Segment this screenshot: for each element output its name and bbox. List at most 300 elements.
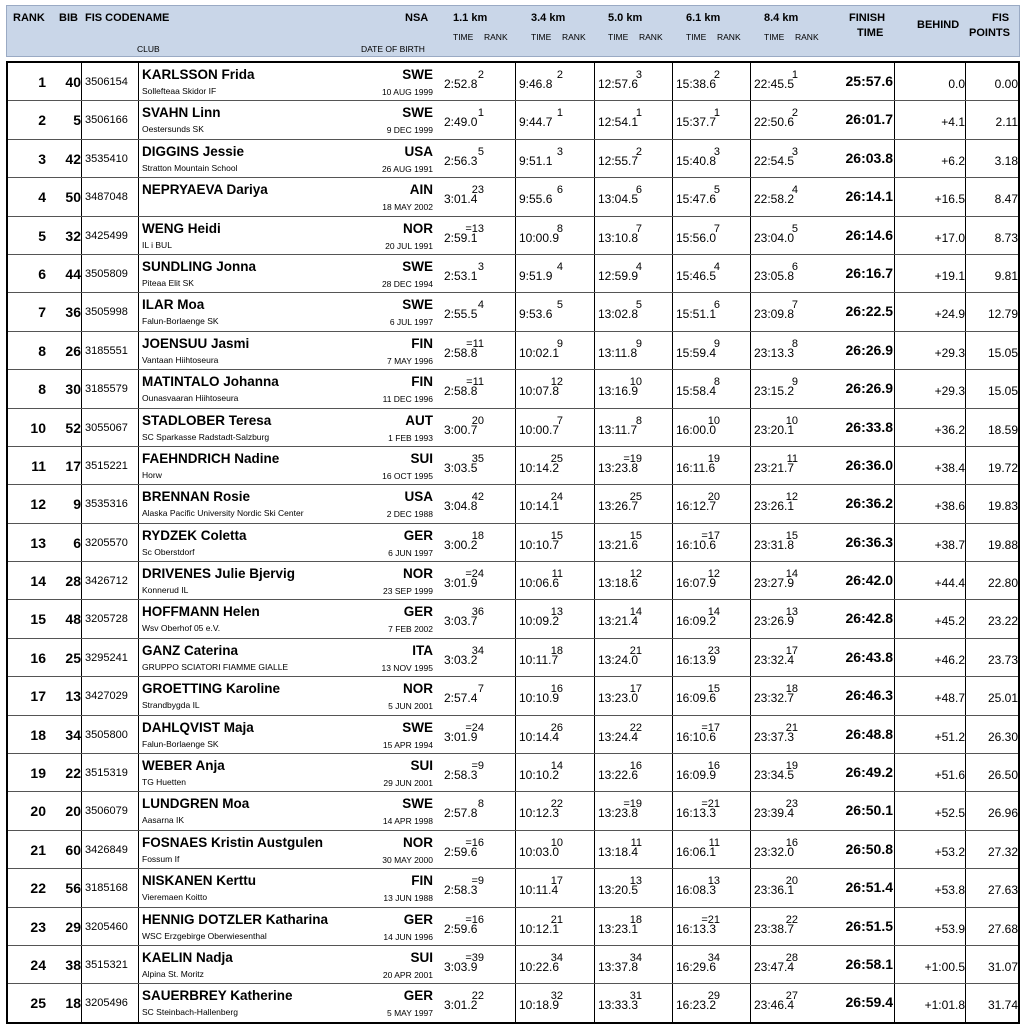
- split-rank: 3: [556, 145, 563, 158]
- fis-points-cell: 27.68: [987, 921, 1018, 936]
- split-time: 13:11.7: [598, 422, 638, 437]
- split-time: 23:26.9: [754, 614, 795, 629]
- nsa-cell: GER: [403, 604, 433, 620]
- athlete-club: Falun-Borlaenge SK: [142, 738, 219, 749]
- column-divider: [81, 293, 82, 330]
- bib-cell: 44: [65, 265, 81, 282]
- finish-time: 26:33.8: [845, 418, 893, 435]
- split-time: 3:03.9: [444, 959, 478, 974]
- split-rank: =16: [465, 836, 484, 849]
- rank-cell: 21: [30, 841, 46, 858]
- column-divider: [672, 217, 673, 254]
- split-rank: 7: [635, 222, 642, 235]
- date-of-birth: 30 MAY 2000: [382, 854, 433, 865]
- column-divider: [81, 908, 82, 945]
- column-divider: [750, 984, 751, 1021]
- split-rank: 21: [629, 644, 642, 657]
- split-rank: 34: [629, 951, 642, 964]
- column-divider: [515, 485, 516, 522]
- split-rank: 7: [556, 414, 563, 427]
- athlete-name: LUNDGREN Moa: [142, 796, 250, 812]
- split-time: 10:10.9: [519, 691, 560, 706]
- athlete-club: Wsv Oberhof 05 e.V.: [142, 623, 221, 634]
- column-divider: [672, 370, 673, 407]
- bib-cell: 60: [65, 841, 81, 858]
- rank-cell: 15: [30, 611, 46, 628]
- athlete-club: Aasarna IK: [142, 815, 185, 826]
- column-divider: [515, 792, 516, 829]
- header-rank: RANK: [13, 12, 45, 24]
- athlete-name: SAUERBREY Katherine: [142, 988, 293, 1004]
- column-divider: [81, 217, 82, 254]
- header-split-1-time: TIME: [453, 32, 474, 42]
- split-time: 23:46.4: [754, 998, 795, 1013]
- column-divider: [894, 140, 895, 177]
- column-divider: [672, 562, 673, 599]
- fis-points-cell: 3.18: [994, 153, 1018, 168]
- split-rank: 7: [477, 683, 484, 696]
- column-divider: [965, 562, 966, 599]
- finish-time: 26:50.1: [845, 802, 893, 819]
- split-rank: 17: [785, 644, 798, 657]
- fis-code-cell: 3515321: [85, 958, 128, 971]
- table-row: [8, 217, 1018, 255]
- split-rank: 18: [785, 683, 798, 696]
- split-time: 3:00.7: [444, 422, 478, 437]
- split-time: 2:59.6: [444, 844, 478, 859]
- athlete-name: HOFFMANN Helen: [142, 604, 260, 620]
- split-rank: 6: [635, 184, 642, 197]
- fis-points-cell: 27.32: [987, 844, 1018, 859]
- table-row: [8, 409, 1018, 447]
- split-rank: 21: [550, 913, 563, 926]
- rank-cell: 24: [30, 956, 46, 973]
- nsa-cell: NOR: [403, 834, 433, 850]
- column-divider: [965, 677, 966, 714]
- split-time: 16:09.6: [676, 691, 717, 706]
- table-row: [8, 370, 1018, 408]
- column-divider: [515, 562, 516, 599]
- split-rank: 10: [550, 836, 563, 849]
- rank-cell: 23: [30, 918, 46, 935]
- split-time: 16:29.6: [676, 959, 717, 974]
- header-fis-code: FIS CODE: [85, 12, 137, 24]
- column-divider: [81, 255, 82, 292]
- date-of-birth: 20 JUL 1991: [385, 240, 433, 251]
- finish-time: 25:57.6: [845, 73, 893, 89]
- split-rank: 6: [713, 299, 720, 312]
- split-time: 23:32.7: [754, 691, 795, 706]
- column-divider: [138, 409, 139, 446]
- column-divider: [515, 869, 516, 906]
- date-of-birth: 20 APR 2001: [382, 969, 433, 980]
- fis-points-cell: 15.05: [987, 345, 1018, 360]
- split-rank: 14: [550, 760, 563, 773]
- split-rank: =24: [465, 721, 484, 734]
- athlete-name: STADLOBER Teresa: [142, 412, 272, 428]
- athlete-club: Horw: [142, 469, 162, 480]
- behind-cell: +19.1: [934, 268, 965, 283]
- column-divider: [965, 370, 966, 407]
- header-split-4: 6.1 km: [686, 12, 721, 24]
- split-time: 13:18.6: [598, 576, 639, 591]
- table-row: [8, 639, 1018, 677]
- column-divider: [672, 831, 673, 868]
- athlete-club: SC Sparkasse Radstadt-Salzburg: [142, 431, 270, 442]
- bib-cell: 52: [65, 419, 81, 436]
- split-rank: 15: [707, 683, 720, 696]
- column-divider: [894, 869, 895, 906]
- behind-cell: +16.5: [934, 192, 965, 207]
- header-split-1: 1.1 km: [453, 12, 488, 24]
- split-rank: =21: [701, 798, 720, 811]
- split-time: 13:24.0: [598, 652, 639, 667]
- split-time: 23:31.8: [754, 537, 795, 552]
- split-time: 12:55.7: [598, 153, 639, 168]
- athlete-name: MATINTALO Johanna: [142, 374, 279, 390]
- column-divider: [515, 63, 516, 100]
- split-rank: 35: [471, 452, 484, 465]
- split-time: 3:01.4: [444, 192, 478, 207]
- bib-cell: 6: [73, 534, 81, 551]
- table-row: [8, 792, 1018, 830]
- nsa-cell: SWE: [402, 258, 433, 274]
- fis-code-cell: 3535410: [85, 152, 128, 165]
- nsa-cell: FIN: [411, 873, 433, 889]
- split-rank: 11: [551, 568, 563, 581]
- column-divider: [750, 716, 751, 753]
- split-time: 10:14.4: [519, 729, 560, 744]
- split-rank: =9: [471, 875, 484, 888]
- rank-cell: 5: [38, 227, 46, 244]
- nsa-cell: AUT: [405, 412, 433, 428]
- table-row: [8, 600, 1018, 638]
- column-divider: [138, 562, 139, 599]
- column-divider: [515, 101, 516, 138]
- finish-time: 26:59.4: [845, 994, 893, 1011]
- column-divider: [965, 101, 966, 138]
- split-time: 23:39.4: [754, 806, 795, 821]
- split-rank: 11: [630, 836, 642, 849]
- athlete-name: SVAHN Linn: [142, 105, 221, 121]
- column-divider: [515, 946, 516, 983]
- column-divider: [894, 754, 895, 791]
- split-rank: 4: [713, 260, 720, 273]
- column-divider: [965, 332, 966, 369]
- column-divider: [750, 754, 751, 791]
- split-time: 15:47.6: [676, 192, 717, 207]
- header-finish-time: TIME: [857, 27, 884, 39]
- header-points: POINTS: [969, 27, 1010, 39]
- split-rank: 11: [708, 836, 720, 849]
- split-time: 16:11.6: [676, 460, 716, 475]
- finish-time: 26:48.8: [845, 725, 893, 742]
- fis-code-cell: 3185579: [85, 383, 128, 396]
- split-rank: =17: [701, 529, 720, 542]
- date-of-birth: 2 DEC 1988: [386, 509, 433, 520]
- column-divider: [672, 524, 673, 561]
- finish-time: 26:26.9: [845, 341, 893, 358]
- column-divider: [894, 946, 895, 983]
- nsa-cell: SWE: [402, 719, 433, 735]
- athlete-name: HENNIG DOTZLER Katharina: [142, 911, 329, 927]
- split-time: 13:04.5: [598, 192, 639, 207]
- split-rank: 25: [629, 491, 642, 504]
- column-divider: [894, 217, 895, 254]
- split-rank: 4: [635, 260, 642, 273]
- finish-time: 26:36.0: [845, 456, 893, 473]
- column-divider: [81, 984, 82, 1021]
- split-rank: 1: [713, 107, 720, 120]
- rank-cell: 10: [30, 419, 46, 436]
- column-divider: [515, 677, 516, 714]
- column-divider: [894, 447, 895, 484]
- header-dob: DATE OF BIRTH: [361, 44, 425, 54]
- column-divider: [81, 409, 82, 446]
- rank-cell: 8: [38, 381, 46, 398]
- fis-points-cell: 18.59: [987, 422, 1018, 437]
- split-time: 13:21.4: [598, 614, 639, 629]
- athlete-club: Vantaan Hiihtoseura: [142, 354, 219, 365]
- split-rank: 22: [550, 798, 563, 811]
- header-split-2-time: TIME: [531, 32, 552, 42]
- date-of-birth: 16 OCT 1995: [382, 470, 433, 481]
- split-time: 23:32.4: [754, 652, 795, 667]
- split-rank: 2: [556, 69, 563, 81]
- split-time: 10:03.0: [519, 844, 560, 859]
- table-row: [8, 293, 1018, 331]
- split-time: 13:20.5: [598, 883, 639, 898]
- column-divider: [750, 792, 751, 829]
- split-time: 12:54.1: [598, 115, 639, 130]
- athlete-name: FAEHNDRICH Nadine: [142, 450, 280, 466]
- table-row: [8, 524, 1018, 562]
- column-divider: [515, 754, 516, 791]
- fis-code-cell: 3515221: [85, 459, 128, 472]
- date-of-birth: 14 APR 1998: [382, 816, 433, 827]
- split-rank: 34: [471, 644, 484, 657]
- split-time: 16:10.6: [676, 729, 717, 744]
- column-divider: [894, 639, 895, 676]
- split-rank: 13: [707, 875, 720, 888]
- nsa-cell: SUI: [410, 949, 433, 965]
- behind-cell: +36.2: [934, 422, 965, 437]
- column-divider: [594, 831, 595, 868]
- athlete-club: Piteaa Elit SK: [142, 277, 194, 288]
- split-time: 22:54.5: [754, 153, 795, 168]
- table-row: [8, 677, 1018, 715]
- split-rank: 32: [550, 990, 563, 1003]
- date-of-birth: 13 JUN 1988: [383, 893, 433, 904]
- split-time: 2:53.1: [444, 268, 478, 283]
- column-divider: [672, 754, 673, 791]
- column-divider: [594, 447, 595, 484]
- split-time: 13:11.8: [598, 345, 638, 360]
- split-time: 3:01.2: [444, 998, 478, 1013]
- column-divider: [672, 869, 673, 906]
- column-divider: [515, 217, 516, 254]
- date-of-birth: 7 MAY 1996: [387, 355, 433, 366]
- athlete-club: Falun-Borlaenge SK: [142, 316, 219, 327]
- column-divider: [594, 792, 595, 829]
- nsa-cell: GER: [403, 527, 433, 543]
- header-split-4-rank: RANK: [717, 32, 741, 42]
- fis-code-cell: 3185168: [85, 882, 128, 895]
- split-rank: 7: [713, 222, 720, 235]
- date-of-birth: 13 NOV 1995: [381, 662, 433, 673]
- split-rank: 10: [707, 414, 720, 427]
- athlete-name: ILAR Moa: [142, 297, 205, 313]
- split-rank: 19: [785, 760, 798, 773]
- column-divider: [750, 485, 751, 522]
- column-divider: [594, 485, 595, 522]
- behind-cell: +29.3: [934, 345, 965, 360]
- split-time: 13:26.7: [598, 499, 639, 514]
- split-time: 22:45.5: [754, 77, 795, 91]
- split-rank: 17: [629, 683, 642, 696]
- rank-cell: 19: [30, 765, 46, 782]
- split-rank: 14: [785, 568, 798, 581]
- athlete-name: WEBER Anja: [142, 758, 225, 774]
- column-divider: [965, 140, 966, 177]
- column-divider: [594, 217, 595, 254]
- column-divider: [672, 984, 673, 1021]
- column-divider: [894, 293, 895, 330]
- column-divider: [515, 293, 516, 330]
- date-of-birth: 11 DEC 1996: [382, 394, 433, 405]
- nsa-cell: SWE: [402, 67, 433, 82]
- split-time: 23:34.5: [754, 768, 795, 783]
- split-rank: 20: [707, 491, 720, 504]
- athlete-club: Konnerud IL: [142, 585, 189, 596]
- split-rank: 2: [791, 107, 798, 120]
- behind-cell: +17.0: [934, 230, 965, 245]
- split-time: 16:13.3: [676, 806, 717, 821]
- column-divider: [138, 485, 139, 522]
- column-divider: [594, 255, 595, 292]
- athlete-name: BRENNAN Rosie: [142, 489, 251, 505]
- split-rank: 25: [550, 452, 563, 465]
- column-divider: [81, 485, 82, 522]
- header-bib: BIB: [59, 12, 78, 24]
- column-divider: [965, 293, 966, 330]
- split-rank: 13: [629, 875, 642, 888]
- header-behind: BEHIND: [917, 19, 960, 31]
- nsa-cell: SWE: [402, 297, 433, 313]
- rank-cell: 13: [30, 534, 46, 551]
- column-divider: [894, 255, 895, 292]
- header-split-5-time: TIME: [764, 32, 785, 42]
- column-divider: [672, 63, 673, 100]
- split-time: 3:04.8: [444, 499, 478, 514]
- finish-time: 26:50.8: [845, 840, 893, 857]
- bib-cell: 18: [65, 995, 81, 1012]
- split-rank: 34: [707, 951, 720, 964]
- split-time: 10:11.7: [519, 652, 559, 667]
- header-name: NAME: [137, 12, 170, 24]
- behind-cell: +45.2: [934, 614, 965, 629]
- column-divider: [965, 447, 966, 484]
- column-divider: [81, 792, 82, 829]
- column-divider: [894, 524, 895, 561]
- split-time: 2:58.8: [444, 345, 478, 360]
- fis-code-cell: 3055067: [85, 421, 128, 434]
- split-rank: 22: [629, 721, 642, 734]
- fis-points-cell: 26.50: [987, 768, 1018, 783]
- split-time: 10:10.2: [519, 768, 560, 783]
- table-row: [8, 831, 1018, 869]
- nsa-cell: USA: [404, 143, 433, 159]
- header-split-3-time: TIME: [608, 32, 629, 42]
- column-divider: [138, 831, 139, 868]
- split-rank: 6: [556, 184, 563, 197]
- athlete-club: Alaska Pacific University Nordic Ski Center: [142, 508, 304, 519]
- column-divider: [81, 524, 82, 561]
- split-time: 23:26.1: [754, 499, 795, 514]
- athlete-name: JOENSUU Jasmi: [142, 335, 250, 351]
- table-row: [8, 63, 1018, 101]
- split-time: 15:40.8: [676, 153, 717, 168]
- column-divider: [965, 831, 966, 868]
- split-time: 2:55.5: [444, 307, 478, 322]
- behind-cell: +53.8: [934, 883, 965, 898]
- split-time: 16:07.9: [676, 576, 717, 591]
- column-divider: [515, 716, 516, 753]
- bib-cell: 5: [73, 112, 81, 129]
- athlete-club: Fossum If: [142, 853, 180, 864]
- athlete-club: Oestersunds SK: [142, 124, 204, 135]
- column-divider: [515, 600, 516, 637]
- column-divider: [894, 562, 895, 599]
- split-rank: 24: [550, 491, 563, 504]
- column-divider: [894, 716, 895, 753]
- behind-cell: +6.2: [941, 153, 965, 168]
- rank-cell: 14: [30, 573, 46, 590]
- split-time: 16:13.9: [676, 652, 717, 667]
- column-divider: [594, 524, 595, 561]
- split-time: 10:11.4: [519, 883, 559, 898]
- split-rank: 18: [550, 644, 563, 657]
- table-row: [8, 869, 1018, 907]
- split-time: 13:24.4: [598, 729, 639, 744]
- split-time: 10:02.1: [519, 345, 560, 360]
- behind-cell: +29.3: [934, 384, 965, 399]
- bib-cell: 56: [65, 880, 81, 897]
- split-rank: 15: [550, 529, 563, 542]
- split-time: 13:23.8: [598, 460, 639, 475]
- date-of-birth: 28 DEC 1994: [381, 278, 433, 289]
- date-of-birth: 23 SEP 1999: [383, 586, 433, 597]
- finish-time: 26:42.8: [845, 610, 893, 627]
- column-divider: [894, 677, 895, 714]
- fis-code-cell: 3506079: [85, 805, 128, 818]
- athlete-club: Ounasvaaran Hiihtoseura: [142, 393, 239, 404]
- table-row: [8, 754, 1018, 792]
- split-time: 13:37.8: [598, 959, 639, 974]
- table-row: [8, 255, 1018, 293]
- split-time: 16:10.6: [676, 537, 717, 552]
- split-rank: 26: [550, 721, 563, 734]
- column-divider: [81, 831, 82, 868]
- bib-cell: 42: [65, 150, 81, 167]
- athlete-club: Sollefteaa Skidor IF: [142, 86, 217, 96]
- split-rank: 5: [791, 222, 798, 235]
- column-divider: [594, 63, 595, 100]
- column-divider: [750, 946, 751, 983]
- split-time: 23:13.3: [754, 345, 795, 360]
- column-divider: [965, 946, 966, 983]
- split-rank: 9: [635, 337, 642, 350]
